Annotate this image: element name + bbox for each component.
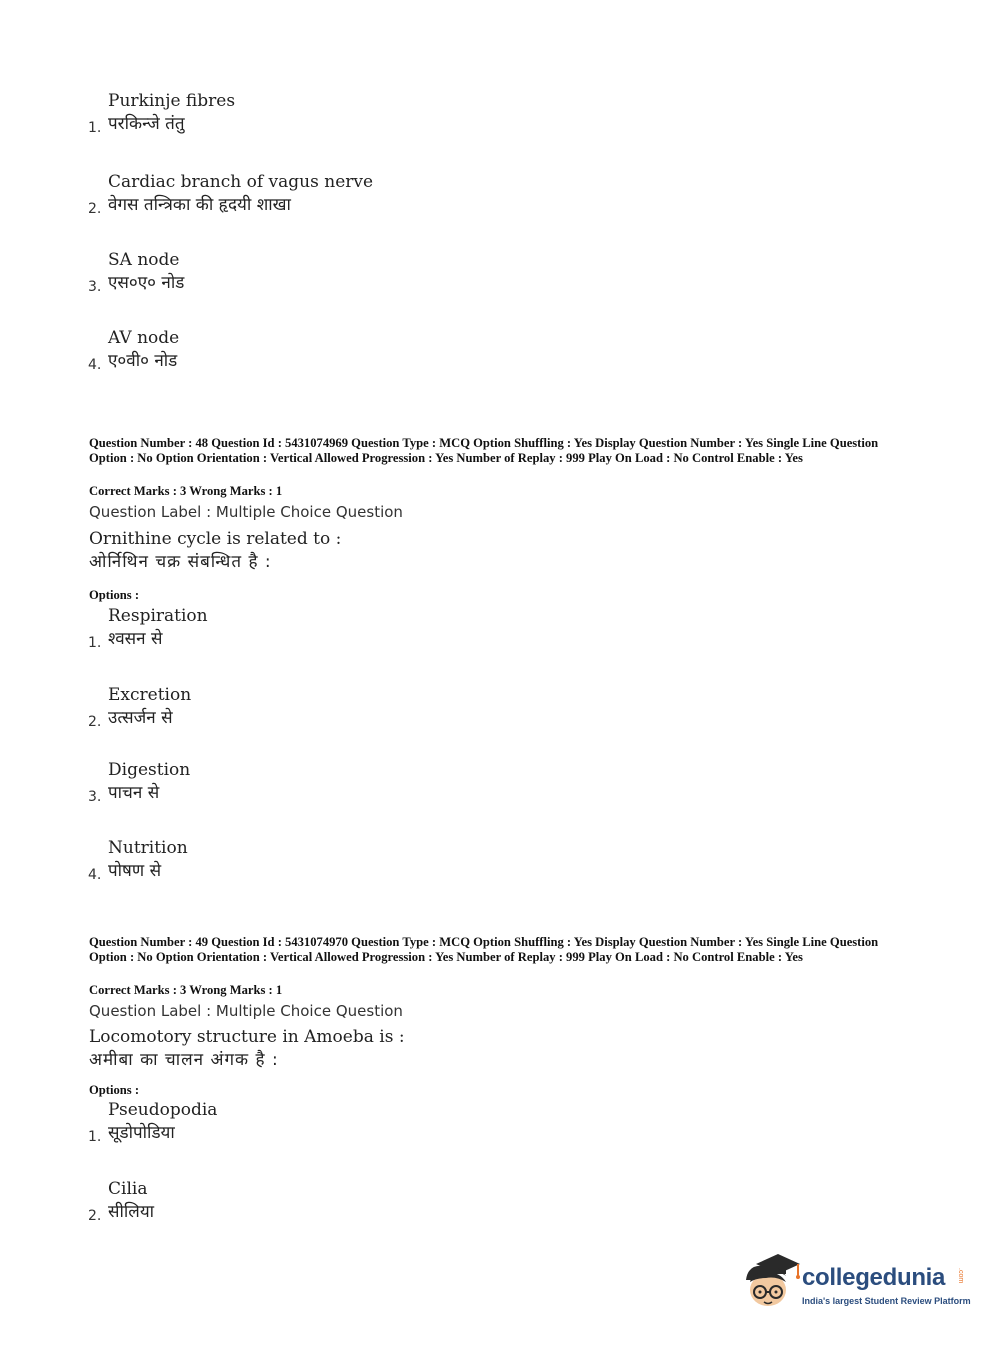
question-48-text bbox=[89, 528, 341, 574]
option-text-en: Excretion bbox=[108, 685, 192, 705]
option-text-en: AV node bbox=[108, 328, 180, 348]
question-text-en: Ornithine cycle is related to : bbox=[89, 529, 342, 549]
option-text-en: Pseudopodia bbox=[108, 1100, 218, 1120]
question-49-marks: Correct Marks : 3 Wrong Marks : 1 bbox=[89, 983, 283, 997]
options-label: Options : bbox=[89, 588, 140, 602]
option-text-en: Purkinje fibres bbox=[108, 91, 236, 111]
option-number: 3. bbox=[88, 279, 102, 295]
option-text-hi: एस०ए० नोड bbox=[108, 273, 185, 293]
option-number: 1. bbox=[88, 635, 102, 651]
option-text-hi: ए०वी० नोड bbox=[108, 351, 178, 371]
option-4 bbox=[88, 327, 179, 373]
option-text-hi: सीलिया bbox=[108, 1202, 155, 1222]
option-text-en: Cilia bbox=[108, 1179, 148, 1199]
option-text-hi: पाचन से bbox=[108, 783, 160, 803]
option-text-en: Nutrition bbox=[108, 838, 188, 858]
option-text-hi: उत्सर्जन से bbox=[108, 708, 173, 728]
question-49-meta: Question Number : 49 Question Id : 5431074970 Question Type : MCQ Option Shuffling : Yes Display Question Number : Yes Single Line Question Option : No Option Orientation : Vertical Allowed Progression : Yes Number of Replay : 999 Play On Load : No Control Enable : Yes bbox=[89, 935, 879, 964]
options-label: Options : bbox=[89, 1083, 140, 1097]
question-text-hi: ओर्निथिन चक्र संबन्धित है : bbox=[89, 552, 272, 572]
question-48-label: Question Label : Multiple Choice Question bbox=[89, 503, 403, 521]
option-4 bbox=[88, 837, 188, 883]
option-number: 1. bbox=[88, 1129, 102, 1145]
option-number: 4. bbox=[88, 357, 102, 373]
question-text-en: Locomotory structure in Amoeba is : bbox=[89, 1027, 405, 1047]
option-text-hi: वेगस तन्त्रिका की हृदयी शाखा bbox=[108, 195, 291, 215]
option-text-hi: परकिन्जे तंतु bbox=[108, 114, 185, 134]
option-number: 2. bbox=[88, 714, 102, 730]
option-number: 4. bbox=[88, 867, 102, 883]
option-text-hi: पोषण से bbox=[108, 861, 162, 881]
option-number: 3. bbox=[88, 789, 102, 805]
mascot-icon bbox=[742, 1250, 804, 1312]
question-48-meta: Question Number : 48 Question Id : 5431074969 Question Type : MCQ Option Shuffling : Yes Display Question Number : Yes Single Line Question Option : No Option Orientation : Vertical Allowed Progression : Yes Number of Replay : 999 Play On Load : No Control Enable : Yes bbox=[89, 436, 879, 465]
option-3 bbox=[88, 759, 190, 805]
option-1 bbox=[88, 1099, 217, 1145]
option-1 bbox=[88, 605, 208, 651]
question-49-text bbox=[89, 1026, 405, 1072]
brand-suffix: .com bbox=[957, 1268, 964, 1284]
option-number: 2. bbox=[88, 201, 102, 217]
option-text-hi: श्वसन से bbox=[108, 629, 163, 649]
option-2 bbox=[88, 171, 373, 217]
question-49-label: Question Label : Multiple Choice Question bbox=[89, 1002, 403, 1020]
option-1 bbox=[88, 90, 235, 136]
option-2 bbox=[88, 1178, 154, 1224]
option-text-en: Cardiac branch of vagus nerve bbox=[108, 172, 374, 192]
option-text-en: Digestion bbox=[108, 760, 191, 780]
option-text-hi: सूडोपोडिया bbox=[108, 1123, 175, 1143]
option-3 bbox=[88, 249, 184, 295]
option-text-en: Respiration bbox=[108, 606, 208, 626]
option-number: 2. bbox=[88, 1208, 102, 1224]
question-48-marks: Correct Marks : 3 Wrong Marks : 1 bbox=[89, 484, 283, 498]
option-number: 1. bbox=[88, 120, 102, 136]
brand-tagline: India's largest Student Review Platform bbox=[802, 1296, 971, 1306]
collegedunia-logo bbox=[742, 1250, 972, 1318]
option-text-en: SA node bbox=[108, 250, 180, 270]
brand-name: collegedunia bbox=[802, 1264, 946, 1291]
question-text-hi: अमीबा का चालन अंगक है : bbox=[89, 1050, 279, 1070]
option-2 bbox=[88, 684, 191, 730]
